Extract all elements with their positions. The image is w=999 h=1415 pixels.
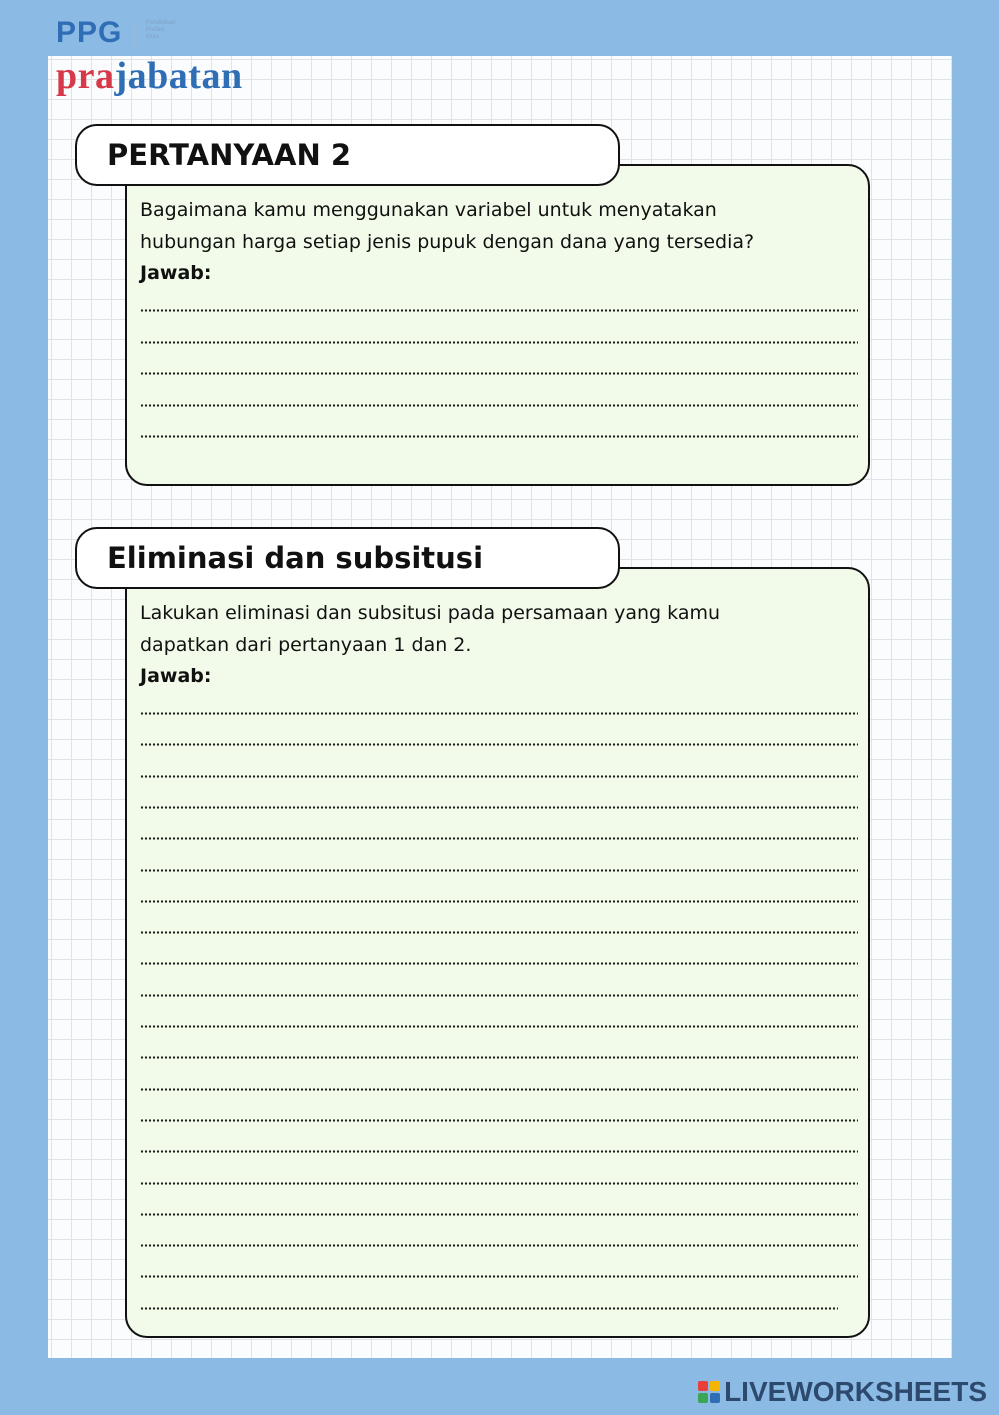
answer-label: Jawab: <box>140 665 212 687</box>
liveworksheets-logo-icon <box>698 1381 720 1403</box>
answer-dotted-line[interactable] <box>140 1213 858 1216</box>
logo-divider <box>134 22 135 48</box>
answer-dotted-line[interactable] <box>140 712 858 715</box>
answer-dotted-line[interactable] <box>140 341 858 344</box>
answer-dotted-line[interactable] <box>140 1088 858 1091</box>
elimination-prompt <box>140 598 860 693</box>
question-2-prompt <box>140 195 860 290</box>
answer-dotted-line[interactable] <box>140 837 858 840</box>
logo-subtitle-line: Guru <box>146 34 160 40</box>
answer-dotted-line[interactable] <box>140 900 858 903</box>
elimination-title: Eliminasi dan subsitusi <box>75 527 620 589</box>
answer-dotted-line[interactable] <box>140 1025 858 1028</box>
logo-prajabatan-text <box>56 54 243 98</box>
question-2-title: PERTANYAAN 2 <box>75 124 620 186</box>
logo-ppg-text: PPG <box>56 16 123 49</box>
answer-dotted-line[interactable] <box>140 372 858 375</box>
prompt-line: Bagaimana kamu menggunakan variabel untuk menyatakan <box>140 199 717 221</box>
prompt-line: Lakukan eliminasi dan subsitusi pada persamaan yang kamu <box>140 602 721 624</box>
prompt-line: hubungan harga setiap jenis pupuk dengan dana yang tersedia? <box>140 230 755 253</box>
logo-praj-red: pra <box>56 55 115 97</box>
answer-dotted-line[interactable] <box>140 1244 858 1247</box>
answer-dotted-line[interactable] <box>140 309 858 312</box>
liveworksheets-brand[interactable] <box>698 1376 987 1408</box>
answer-dotted-line[interactable] <box>140 1150 858 1153</box>
answer-dotted-line[interactable] <box>140 994 858 997</box>
answer-dotted-line[interactable] <box>140 1307 838 1310</box>
answer-dotted-line[interactable] <box>140 1275 858 1278</box>
answer-dotted-line[interactable] <box>140 743 858 746</box>
answer-dotted-line[interactable] <box>140 806 858 809</box>
answer-dotted-line[interactable] <box>140 404 858 407</box>
liveworksheets-text: LIVEWORKSHEETS <box>724 1376 987 1407</box>
answer-label: Jawab: <box>140 262 212 284</box>
answer-dotted-line[interactable] <box>140 1056 858 1059</box>
answer-dotted-line[interactable] <box>140 931 858 934</box>
logo-praj-blue: jabatan <box>114 55 243 97</box>
answer-dotted-line[interactable] <box>140 1182 858 1185</box>
prompt-line: dapatkan dari pertanyaan 1 dan 2. <box>140 633 472 656</box>
answer-dotted-line[interactable] <box>140 775 858 778</box>
logo-subtitle-line: Profesi <box>146 27 165 33</box>
answer-dotted-line[interactable] <box>140 962 858 965</box>
answer-dotted-line[interactable] <box>140 869 858 872</box>
answer-dotted-line[interactable] <box>140 435 858 438</box>
answer-dotted-line[interactable] <box>140 1119 858 1122</box>
logo-subtitle <box>146 20 176 41</box>
logo-subtitle-line: Pendidikan <box>146 20 176 26</box>
